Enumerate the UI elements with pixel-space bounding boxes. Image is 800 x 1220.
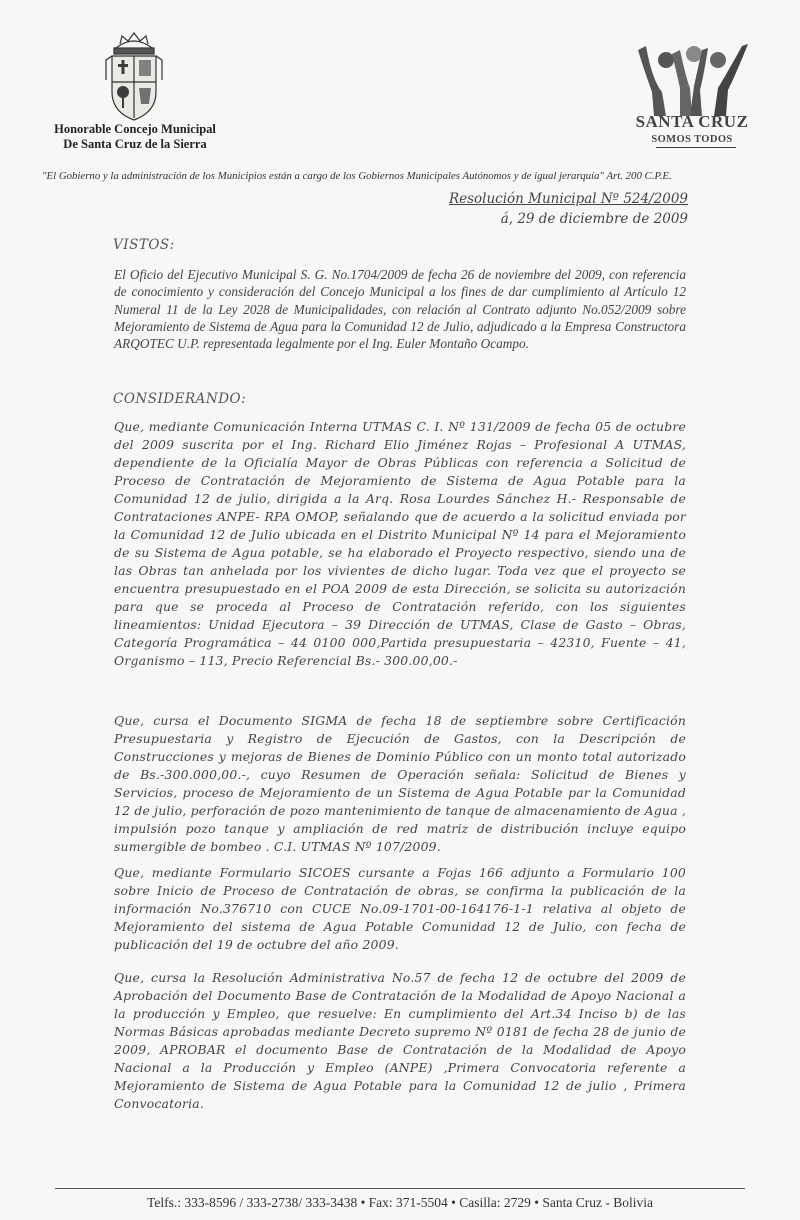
santa-cruz-logo-icon — [636, 40, 752, 118]
logo-wordmark: SANTA CRUZ — [635, 112, 749, 131]
vistos-paragraph: El Oficio del Ejecutivo Municipal S. G. No.1704/2009 de fecha 26 de noviembre del 2009, con referencia de conocimiento y consideración del Concejo Municipal a los fines de dar cumplimiento al Artículo 12 Numeral 11 de la Ley 2028 de Municipalidades, con relación al Contrato adjunto No.052/2009 sobre Mejoramiento de Sistema de Agua para la Comunidad 12 de Julio, adjudicado a la Empresa Constructora ARQOTEC U.P. representada legalmente por el Ing. Euler Montaño Ocampo. — [114, 267, 686, 352]
considerando-paragraph-2: Que, cursa el Documento SIGMA de fecha 18 de septiembre sobre Certificación Presupuestaria y Registro de Ejecución de Gastos, con la Descripción de Construcciones y mejoras de Bienes de Dominio Público con un monto total autorizado de Bs.-300.000,00.-, cuyo Resumen de Operación señala: Solicitud de Bienes y Servicios, proceso de Mejoramiento de un Sistema de Agua Potable par la Comunidad 12 de julio, perforación de pozo mantenimiento de tanque de almacenamiento de Agua , impulsión pozo tanque y ampliación de red matriz de distribución incluye equipo sumergible de bombeo . C.I. UTMAS Nº 107/2009. — [114, 713, 686, 854]
constitution-motto: "El Gobierno y la administración de los Municipios están a cargo de los Gobiernos Municipales Autónomos y de igual jerarquía" Art. 200 C.P.E. — [42, 170, 672, 182]
considerando-paragraph-1: Que, mediante Comunicación Interna UTMAS C. I. Nº 131/2009 de fecha 05 de octubre del 2009 suscrita por el Ing. Richard Elio Jiménez Rojas – Profesional A UTMAS, dependiente de la Oficialía Mayor de Obras Públicas con referencia a Solicitud de Proceso de Contratación de Mejoramiento de Sistema de Agua Potable para la Comunidad 12 de julio, dirigida a la Arq. Rosa Lourdes Sánchez H.- Responsable de Contrataciones ANPE- RPA OMOP, señalando que de acuerdo a la solicitud enviada por la Comunidad 12 de Julio ubicada en el Distrito Municipal Nº 14 para el Mejoramiento de su Sistema de Agua potable, se ha elaborado el Proyecto respectivo, siendo una de las Obras tan anhelada por los vivientes de dicho lugar. Toda vez que el proyecto se encuentra presupuestado en el POA 2009 de esta Dirección, se solicita su autorización para que se proceda al Proceso de Contratación referido, con los siguientes lineamientos: Unidad Ejecutora – 39 Dirección de UTMAS, Clase de Gasto – Obras, Categoría Programática – 44 0100 000,Partida presupuestaria – 42310, Fuente – 41, Organismo – 113, Precio Referencial Bs.- 300.00,00.- — [114, 419, 686, 668]
council-name-line2: De Santa Cruz de la Sierra — [63, 137, 207, 151]
resolution-title: Resolución Municipal Nº 524/2009 — [448, 191, 688, 207]
section-heading-considerando: CONSIDERANDO: — [113, 391, 247, 407]
footer-contact: Telfs.: 333-8596 / 333-2738/ 333-3438 • Fax: 371-5504 • Casilla: 2729 • Santa Cruz - Bolivia — [147, 1195, 653, 1210]
section-heading-vistos: VISTOS: — [113, 237, 175, 253]
resolution-date: á, 29 de diciembre de 2009 — [500, 211, 688, 227]
coat-of-arms-icon — [96, 30, 172, 124]
logo-tagline: SOMOS TODOS — [651, 134, 733, 145]
considerando-paragraph-4: Que, cursa la Resolución Administrativa No.57 de fecha 12 de octubre del 2009 de Aprobación del Documento Base de Contratación de la Modalidad de Apoyo Nacional a la producción y Empleo, que resuelve: En cumplimiento del Art.34 Inciso b) de las Normas Básicas aprobadas mediante Decreto supremo Nº 0181 de fecha 28 de junio de 2009, APROBAR el documento Base de Contratación de la Modalidad de Apoyo Nacional a la Producción y Empleo (ANPE) ,Primera Convocatoria referente a Mejoramiento de Sistema de Agua Potable para la Comunidad 12 de julio , Primera Convocatoria. — [114, 970, 686, 1111]
footer-divider — [55, 1188, 745, 1189]
considerando-paragraph-3: Que, mediante Formulario SICOES cursante a Fojas 166 adjunto a Formulario 100 sobre Inicio de Proceso de Contratación de obras, se confirma la publicación de la información No.376710 con CUCE No.09-1701-00-164176-1-1 relativa al objeto de Mejoramiento del sistema de Agua Potable Comunidad 12 de Julio, con fecha de publicación del 19 de octubre del año 2009. — [114, 865, 686, 952]
council-name-line1: Honorable Concejo Municipal — [54, 122, 216, 136]
council-name — [40, 122, 230, 152]
logo-divider — [656, 147, 736, 148]
